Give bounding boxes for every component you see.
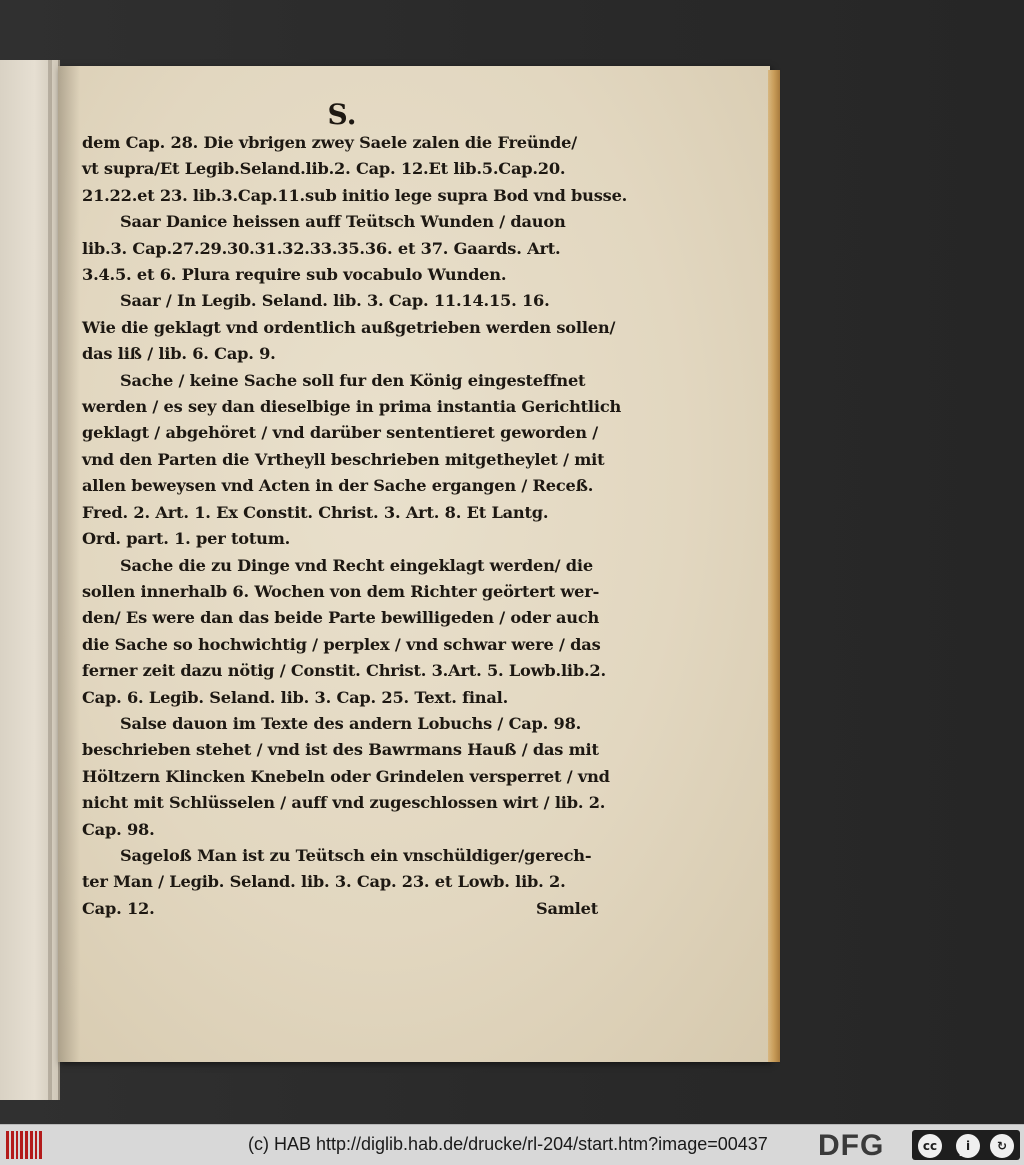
text-line: sollen innerhalb 6. Wochen von dem Richter geörtert wer- — [82, 581, 600, 601]
by-label: BY — [959, 1150, 970, 1158]
text-line: Sache / keine Sache soll fur den König eingesteffnet — [120, 370, 586, 390]
text-line: Saar Danice heissen auff Teütsch Wunden / dauon — [120, 212, 566, 232]
facing-page-edge — [0, 60, 60, 1100]
dfg-logo[interactable]: DFG — [818, 1129, 885, 1162]
copyright-link[interactable]: (c) HAB http://diglib.hab.de/drucke/rl-204/start.htm?image=00437 — [248, 1134, 768, 1154]
sa-label: SA — [994, 1150, 1006, 1158]
text-line: Salse dauon im Texte des andern Lobuchs / Cap. 98. — [120, 713, 582, 733]
text-line: das liß / lib. 6. Cap. 9. — [82, 344, 276, 364]
text-line: 3.4.5. et 6. Plura require sub vocabulo Wunden. — [82, 265, 507, 285]
text-line: Saar / In Legib. Seland. lib. 3. Cap. 11.14.15. 16. — [120, 291, 550, 311]
text-line: nicht mit Schlüsselen / auff vnd zugeschlossen wirt / lib. 2. — [82, 793, 606, 813]
text-line: ter Man / Legib. Seland. lib. 3. Cap. 23. et Lowb. lib. 2. — [82, 872, 566, 892]
text-line: beschrieben stehet / vnd ist des Bawrmans Hauß / das mit — [82, 740, 599, 760]
text-line: Höltzern Klincken Knebeln oder Grindelen versperret / vnd — [82, 766, 610, 786]
license-badge[interactable] — [912, 1130, 1020, 1160]
sa-icon: ↻ — [988, 1132, 1016, 1160]
cc-icon: cc — [916, 1132, 944, 1160]
text-line: ferner zeit dazu nötig / Constit. Christ. 3.Art. 5. Lowb.lib.2. — [82, 661, 606, 681]
text-line: vnd den Parten die Vrtheyll beschrieben mitgetheylet / mit — [82, 449, 605, 469]
text-line: Ord. part. 1. per totum. — [82, 529, 291, 549]
text-line: Sache die zu Dinge vnd Recht eingeklagt werden/ die — [120, 555, 593, 575]
text-line: den/ Es were dan das beide Parte bewilligeden / oder auch — [82, 608, 600, 628]
page-edge-stack — [768, 70, 780, 1062]
text-lines — [82, 130, 628, 922]
text-line: Sageloß Man ist zu Teütsch ein vnschüldiger/gerech- — [120, 845, 592, 865]
text-line: vt supra/Et Legib.Seland.lib.2. Cap. 12.Et lib.5.Cap.20. — [82, 159, 566, 179]
text-line: Fred. 2. Art. 1. Ex Constit. Christ. 3. Art. 8. Et Lantg. — [82, 502, 549, 522]
text-line: Wie die geklagt vnd ordentlich außgetrieben werden sollen/ — [82, 317, 616, 337]
text-line: allen beweysen vnd Acten in der Sache ergangen / Receß. — [82, 476, 594, 496]
page-text — [82, 98, 628, 922]
text-line: Cap. 6. Legib. Seland. lib. 3. Cap. 25. Text. final. — [82, 687, 509, 707]
catchword: Samlet — [535, 898, 598, 918]
text-line: lib.3. Cap.27.29.30.31.32.33.35.36. et 37. Gaards. Art. — [82, 238, 561, 258]
text-line: werden / es sey dan dieselbige in prima instantia Gerichtlich — [82, 397, 622, 417]
page-gutter-shadow — [58, 66, 80, 1062]
text-line: die Sache so hochwichtig / perplex / vnd schwar were / das — [82, 634, 601, 654]
text-line: Cap. 12. — [82, 898, 155, 918]
text-line: dem Cap. 28. Die vbrigen zwey Saele zalen die Freünde/ — [82, 133, 577, 152]
text-line: 21.22.et 23. lib.3.Cap.11.sub initio lege supra Bod vnd busse. — [82, 185, 628, 205]
barcode-icon — [6, 1131, 42, 1159]
page-header: S. — [327, 98, 357, 131]
text-line: geklagt / abgehöret / vnd darüber sententieret geworden / — [82, 423, 598, 443]
text-line: Cap. 98. — [82, 819, 155, 839]
by-icon: i — [954, 1132, 982, 1160]
viewer-footer — [0, 1124, 1024, 1165]
